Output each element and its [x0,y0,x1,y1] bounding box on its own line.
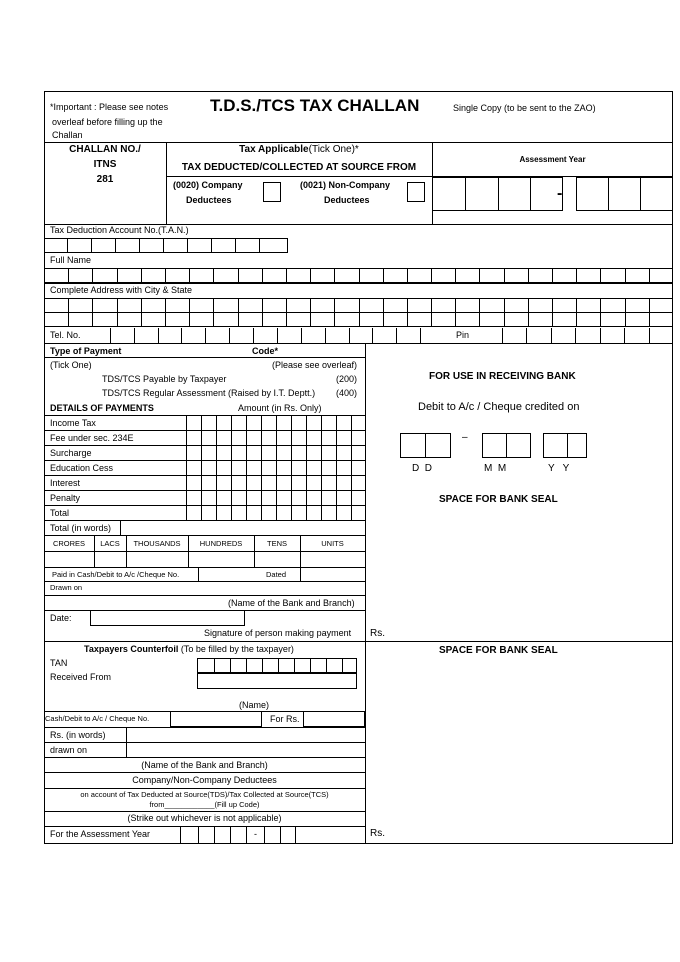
tax-applicable-heading: Tax Applicable(Tick One)* [239,144,359,155]
company-option-label: (0020) Company [173,180,243,190]
day-box-2[interactable] [425,433,451,458]
counterfoil-tan-boxes[interactable] [197,658,357,673]
details-row-label: Total (in words) [50,523,112,533]
account-line-2: from____________(Fill up Code) [149,800,260,809]
denom-units: UNITS [321,539,344,548]
form-title: T.D.S./TCS TAX CHALLAN [210,96,420,115]
bank-heading: FOR USE IN RECEIVING BANK [429,371,576,382]
bank-seal-label: SPACE FOR BANK SEAL [439,494,558,505]
bank-debit-label: Debit to A/c / Cheque credited on [418,401,580,413]
important-note-2: overleaf before filling up the [52,117,163,127]
address-input-boxes-2[interactable] [44,312,673,327]
assessment-year-box-7[interactable] [640,177,673,211]
payment-option-2[interactable]: TDS/TCS Regular Assessment (Raised by I.T. Deptt.) [102,388,316,398]
received-from-label: Received From [50,672,112,682]
address-label: Complete Address with City & State [50,285,193,295]
assessment-year-box-3[interactable] [498,177,531,211]
important-note-1: *Important : Please see notes [50,102,169,112]
counterfoil-name-label: (Name) [239,700,270,710]
month-box-1[interactable] [482,433,507,458]
address-input-boxes-1[interactable] [44,298,673,313]
denom-crores: CRORES [52,539,86,548]
drawn-on-label: Drawn on [50,583,83,592]
noncompany-option-label: (0021) Non-Company [300,180,391,190]
challan-no-label: CHALLAN NO./ [69,144,141,155]
tan-label: Tax Deduction Account No.(T.A.N.) [50,225,189,235]
denom-hundreds: HUNDREDS [199,539,243,548]
pin-label: Pin [456,330,470,340]
paid-in-label: Paid in Cash/Debit to A/c /Cheque No. [52,570,180,579]
date-separator: – [462,432,468,443]
month-box-2[interactable] [506,433,531,458]
assessment-year-box-6[interactable] [608,177,641,211]
rs-label: Rs. [370,628,385,639]
account-line-1: on account of Tax Deducted at Source(TDS)/Tax Collected at Source(TCS) [80,790,329,799]
counterfoil-year-boxes[interactable] [180,826,296,844]
details-row-label: Education Cess [50,463,114,473]
challan-no-value: 281 [96,174,114,185]
day-box-1[interactable] [400,433,426,458]
counterfoil-heading: Taxpayers Counterfoil (To be filled by the taxpayer) [84,644,294,654]
copy-note: Single Copy (to be sent to the ZAO) [453,103,596,113]
counterfoil-cash-label: Cash/Debit to A/c / Cheque No. [45,714,150,723]
payment-option-1[interactable]: TDS/TCS Payable by Taxpayer [102,374,227,384]
itns-label: ITNS [93,159,117,170]
denom-lacs: LACS [100,539,120,548]
denom-tens: TENS [266,539,287,548]
date-label: Date: [50,613,72,623]
counterfoil-cheque-input[interactable] [170,711,262,727]
noncompany-option-label-2: Deductees [324,195,370,205]
yy-label: Y Y [548,463,570,474]
counterfoil-tan-label: TAN [50,658,68,668]
tax-applicable-subheading: TAX DEDUCTED/COLLECTED AT SOURCE FROM [181,162,417,173]
payment-code-label: Code* [252,346,279,356]
year-box-2[interactable] [567,433,587,458]
noncompany-checkbox[interactable] [407,182,425,202]
dated-label: Dated [266,570,287,579]
important-note-3: Challan [52,130,83,140]
date-input[interactable] [90,610,245,626]
details-row-label: Interest [50,478,81,488]
signature-label: Signature of person making payment [204,628,352,638]
rs-words-label: Rs. (in words) [50,730,106,740]
for-rs-input[interactable] [303,711,365,727]
counterfoil-deductees-label: Company/Non-Company Deductees [132,775,277,785]
assessment-year-label: Assessment Year [519,155,586,164]
full-name-label: Full Name [50,255,92,265]
received-from-input[interactable] [197,673,357,689]
dd-label: D D [412,463,432,474]
year-box-1[interactable] [543,433,568,458]
assessment-year-separator: - [557,185,563,202]
denom-thousands: THOUSANDS [133,539,181,548]
details-row-label: Income Tax [50,418,96,428]
tel-label: Tel. No. [50,330,81,340]
for-rs-label: For Rs. [270,714,300,724]
counterfoil-bank-branch-label: (Name of the Bank and Branch) [141,760,268,770]
strike-out-label: (Strike out whichever is not applicable) [127,813,282,823]
full-name-input-boxes[interactable] [44,268,673,283]
details-row-label: Total [50,508,70,518]
details-row-label: Fee under sec. 234E [50,433,134,443]
details-heading: DETAILS OF PAYMENTS [50,403,154,413]
tan-input-boxes[interactable] [44,238,288,253]
mm-label: M M [484,463,507,474]
amount-label: Amount (in Rs. Only) [238,403,322,413]
counterfoil-rs-label: Rs. [370,828,385,839]
assessment-year-box-2[interactable] [465,177,499,211]
counterfoil-drawn-on-label: drawn on [50,745,88,755]
details-row-label: Surcharge [50,448,92,458]
pin-input-boxes[interactable] [477,328,673,343]
see-overleaf-label: (Please see overleaf) [272,360,358,370]
details-row-label: Penalty [50,493,81,503]
assessment-year-box-5[interactable] [576,177,609,211]
counterfoil-assessment-year-label: For the Assessment Year [50,829,151,839]
assessment-year-box-1[interactable] [432,177,466,211]
counterfoil-year-separator: - [254,829,257,839]
company-checkbox[interactable] [263,182,281,202]
payment-type-heading: Type of Payment [50,346,122,356]
payment-option-2-code: (400) [336,388,358,398]
tel-input-boxes[interactable] [86,328,444,343]
company-option-label-2: Deductees [186,195,232,205]
counterfoil-bank-seal-label: SPACE FOR BANK SEAL [439,645,558,656]
tick-one-label: (Tick One) [50,360,92,370]
bank-name-label: (Name of the Bank and Branch) [228,598,355,608]
payment-option-1-code: (200) [336,374,358,384]
